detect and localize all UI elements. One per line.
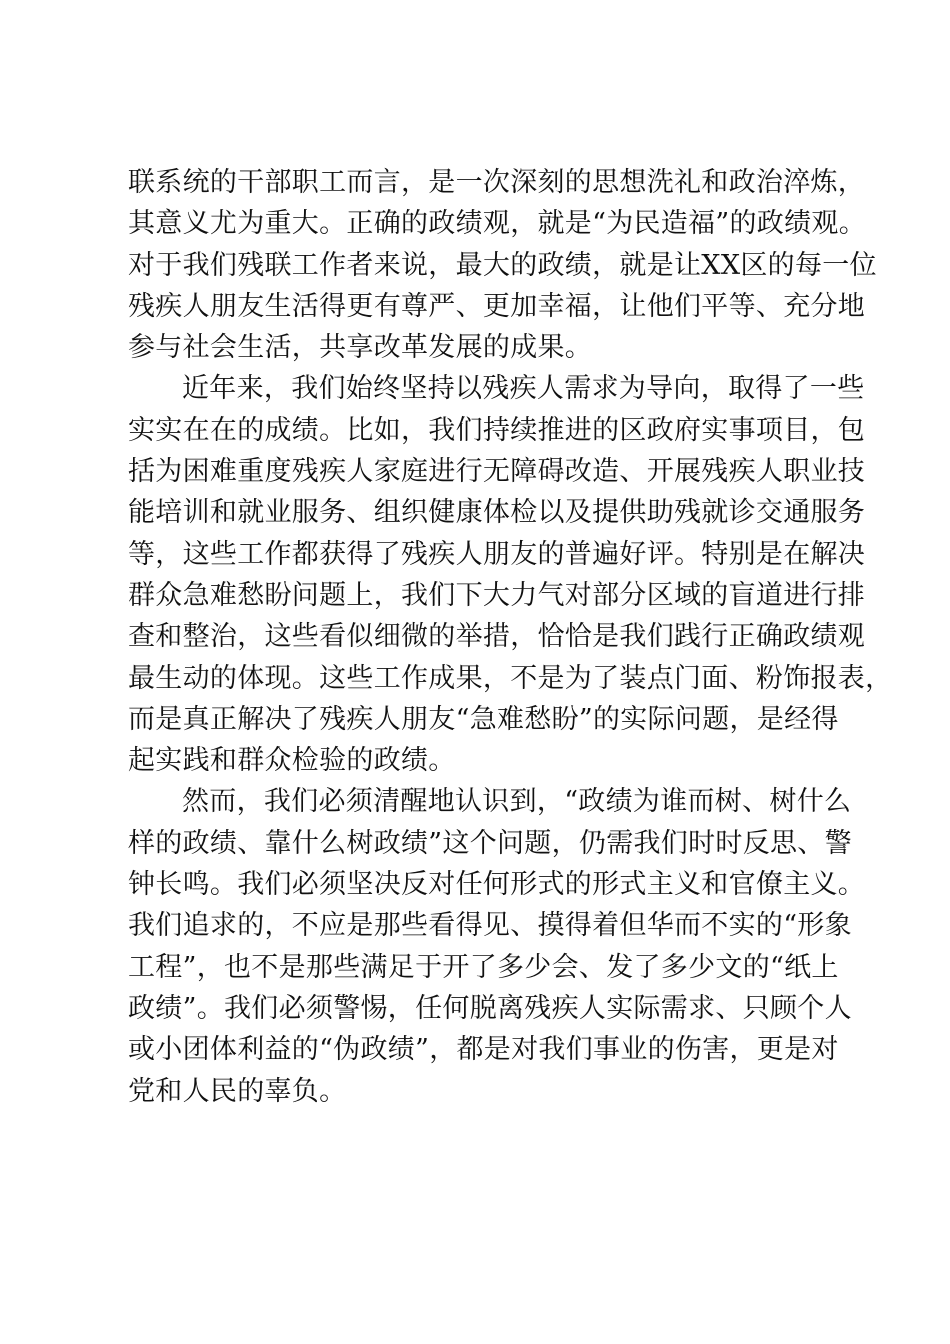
text-line: 其意义尤为重大。正确的政绩观，就是“为民造福”的政绩观。	[128, 208, 867, 240]
text-line: 残疾人朋友生活得更有尊严、更加幸福，让他们平等、充分地	[128, 290, 866, 322]
text-line: 或小团体利益的“伪政绩”，都是对我们事业的伤害，更是对	[128, 1034, 839, 1066]
text-line: 工程”，也不是那些满足于开了多少会、发了多少文的“纸上	[128, 951, 839, 983]
text-line: 群众急难愁盼问题上，我们下大力气对部分区域的盲道进行排	[128, 579, 866, 611]
text-line: 而是真正解决了残疾人朋友“急难愁盼”的实际问题，是经得	[128, 703, 839, 735]
text-line: 政绩”。我们必须警惕，任何脱离残疾人实际需求、只顾个人	[128, 992, 852, 1024]
paragraph-1	[128, 162, 877, 368]
text-line: 我们追求的，不应是那些看得见、摸得着但华而不实的“形象	[128, 910, 852, 942]
text-line: 查和整治，这些看似细微的举措，恰恰是我们践行正确政绩观	[128, 621, 866, 653]
paragraph-2	[128, 368, 893, 781]
text-line: 实实在在的成绩。比如，我们持续推进的区政府实事项目，包	[128, 414, 866, 446]
paragraph-3	[128, 781, 866, 1111]
text-line: 联系统的干部职工而言，是一次深刻的思想洗礼和政治淬炼，	[128, 167, 866, 198]
text-line: 近年来，我们始终坚持以残疾人需求为导向，取得了一些	[182, 373, 865, 405]
text-line: 起实践和群众检验的政绩。	[128, 745, 456, 777]
text-line: 对于我们残联工作者来说，最大的政绩，就是让XX区的每一位	[128, 249, 877, 281]
text-line: 最生动的体现。这些工作成果，不是为了装点门面、粉饰报表，	[128, 662, 893, 694]
text-line: 能培训和就业服务、组织健康体检以及提供助残就诊交通服务	[128, 497, 866, 529]
text-line: 样的政绩、靠什么树政绩”这个问题，仍需我们时时反思、警	[128, 827, 852, 859]
text-line: 等，这些工作都获得了残疾人朋友的普遍好评。特别是在解决	[128, 538, 866, 570]
text-line: 党和人民的辜负。	[128, 1075, 347, 1107]
text-line: 钟长鸣。我们必须坚决反对任何形式的形式主义和官僚主义。	[128, 869, 866, 901]
text-line: 括为困难重度残疾人家庭进行无障碍改造、开展残疾人职业技	[128, 456, 866, 488]
text-line: 然而，我们必须清醒地认识到，“政绩为谁而树、树什么	[182, 786, 852, 818]
document-body	[128, 162, 893, 1112]
text-line: 参与社会生活，共享改革发展的成果。	[128, 332, 593, 364]
